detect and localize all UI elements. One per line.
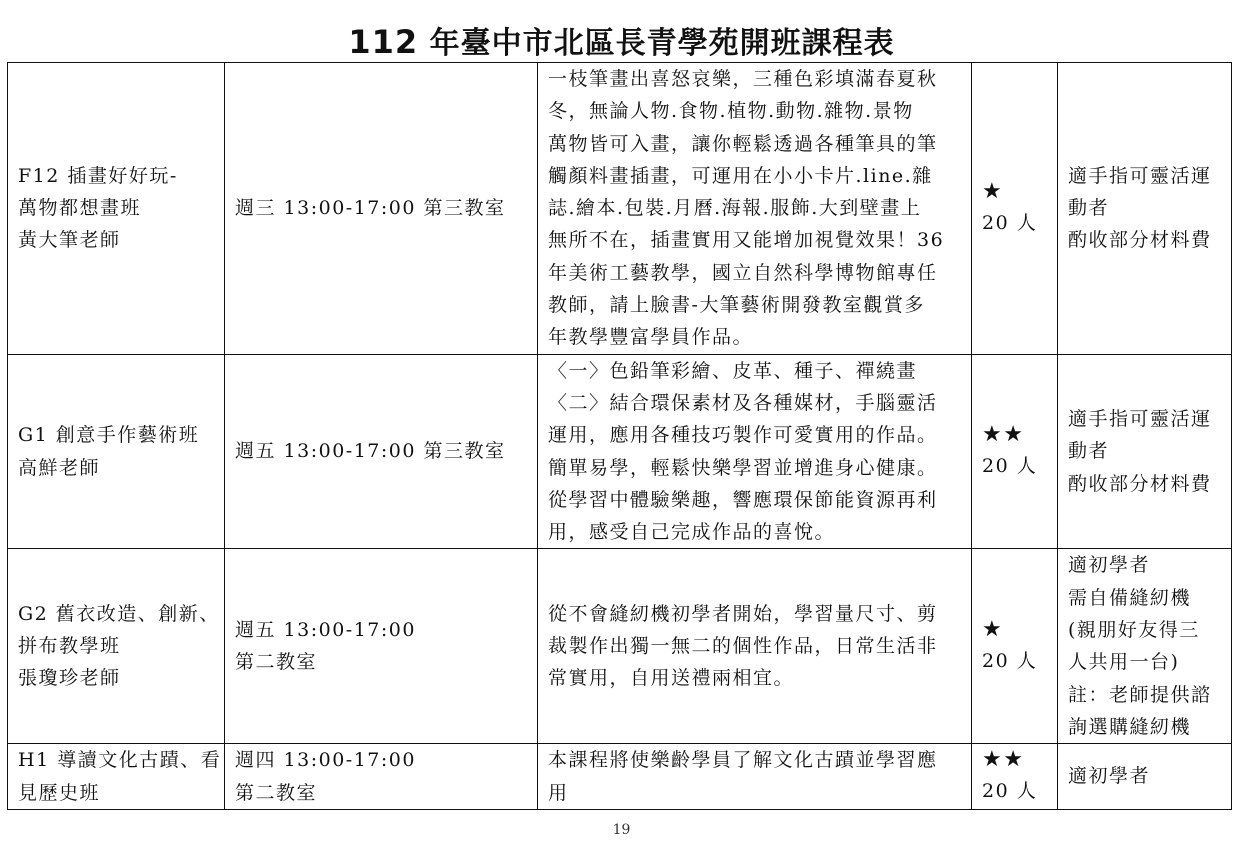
notes-cell (1058, 354, 1232, 549)
note-line: 註：老師提供諮 (1068, 683, 1212, 706)
page-title (0, 18, 1243, 62)
capacity-label: 20 人 (982, 212, 1038, 235)
description-line: 冬，無論人物.食物.植物.動物.雜物.景物 (548, 100, 914, 123)
table-row (8, 549, 1232, 744)
schedule-line: 週四 13:00-17:00 (235, 749, 416, 772)
course-schedule-table (7, 62, 1232, 810)
notes-cell (1058, 63, 1232, 355)
description-line: 用 (548, 781, 569, 804)
difficulty-stars: ★ (982, 617, 1004, 643)
course-name-line: G1 創意手作藝術班 (18, 424, 200, 447)
page-number: 19 (612, 822, 631, 838)
difficulty-stars: ★★ (982, 422, 1025, 448)
level-capacity-cell (972, 354, 1058, 549)
schedule-cell (225, 549, 538, 744)
table-row (8, 63, 1232, 355)
note-line: 動者 (1068, 440, 1110, 463)
schedule-cell (225, 63, 538, 355)
course-name-line: G2 舊衣改造、創新、 (18, 602, 220, 625)
note-line: 詢選購縫紉機 (1068, 715, 1192, 738)
description-line: 常實用，自用送禮兩相宜。 (548, 667, 795, 690)
schedule-line: 第二教室 (235, 781, 318, 804)
description-line: 運用，應用各種技巧製作可愛實用的作品。 (548, 424, 938, 447)
course-name-line: F12 插畫好好玩- (18, 164, 178, 187)
description-line: 誌.繪本.包裝.月曆.海報.服飾.大到壁畫上 (548, 197, 922, 220)
table-row (8, 354, 1232, 549)
description-line: 年教學豐富學員作品。 (548, 326, 754, 349)
level-capacity-cell (972, 63, 1058, 355)
difficulty-stars: ★ (982, 179, 1004, 205)
description-line: 從學習中體驗樂趣，響應環保節能資源再利 (548, 488, 938, 511)
description-line: 從不會縫紉機初學者開始，學習量尺寸、剪 (548, 602, 938, 625)
schedule-line: 週五 13:00-17:00 (235, 619, 416, 642)
note-line: 適初學者 (1068, 554, 1151, 577)
course-name-line: 拼布教學班 (18, 635, 121, 658)
description-cell (538, 549, 972, 744)
description-cell (538, 744, 972, 810)
course-name-line: 高鮮老師 (18, 456, 101, 479)
schedule-line: 週三 13:00-17:00 第三教室 (235, 197, 506, 220)
description-line: 簡單易學，輕鬆快樂學習並增進身心健康。 (548, 456, 938, 479)
capacity-label: 20 人 (982, 650, 1038, 673)
note-line: 人共用一台) (1068, 651, 1180, 674)
course-name-line: 黃大筆老師 (18, 229, 121, 252)
note-line: 動者 (1068, 197, 1110, 220)
course-name-line: 萬物都想畫班 (18, 197, 142, 220)
description-line: 用，感受自己完成作品的喜悅。 (548, 521, 836, 544)
course-name-line: 張瓊珍老師 (18, 667, 121, 690)
level-capacity-cell (972, 549, 1058, 744)
course-name-cell (8, 744, 225, 810)
course-name-line: 見歷史班 (18, 781, 101, 804)
description-line: 無所不在，插畫實用又能增加視覺效果！36 (548, 229, 945, 252)
description-line: 〈二〉結合環保素材及各種媒材，手腦靈活 (548, 391, 938, 414)
note-line: 適手指可靈活運 (1068, 408, 1212, 431)
course-name-cell (8, 354, 225, 549)
table-row (8, 744, 1232, 810)
notes-cell (1058, 744, 1232, 810)
description-line: 觸顏料畫插畫，可運用在小小卡片.line.雜 (548, 164, 933, 187)
note-line: 適手指可靈活運 (1068, 164, 1212, 187)
description-line: 裁製作出獨一無二的個性作品，日常生活非 (548, 635, 938, 658)
description-cell (538, 354, 972, 549)
schedule-cell (225, 744, 538, 810)
course-name-line: H1 導讀文化古蹟、看 (18, 749, 222, 772)
course-name-cell (8, 549, 225, 744)
capacity-label: 20 人 (982, 780, 1038, 803)
description-line: 〈一〉色鉛筆彩繪、皮革、種子、禪繞畫 (548, 359, 918, 382)
note-line: 酌收部分材料費 (1068, 472, 1212, 495)
note-line: 酌收部分材料費 (1068, 229, 1212, 252)
description-line: 一枝筆畫出喜怒哀樂，三種色彩填滿春夏秋 (548, 68, 938, 90)
level-capacity-cell (972, 744, 1058, 810)
schedule-line: 週五 13:00-17:00 第三教室 (235, 440, 506, 463)
course-name-cell (8, 63, 225, 355)
page-title-text: 年臺中市北區長青學苑開班課程表 (429, 26, 895, 61)
schedule-cell (225, 354, 538, 549)
description-line: 本課程將使樂齡學員了解文化古蹟並學習應 (548, 749, 938, 772)
page-title-year: 112 (348, 23, 419, 61)
notes-cell (1058, 549, 1232, 744)
note-line: 需自備縫紉機 (1068, 586, 1192, 609)
description-cell (538, 63, 972, 355)
note-line: 適初學者 (1068, 765, 1151, 788)
schedule-line: 第二教室 (235, 651, 318, 674)
description-line: 萬物皆可入畫，讓你輕鬆透過各種筆具的筆 (548, 132, 938, 155)
description-line: 教師，請上臉書-大筆藝術開發教室觀賞多 (548, 294, 925, 317)
difficulty-stars: ★★ (982, 747, 1025, 773)
description-line: 年美術工藝教學，國立自然科學博物館專任 (548, 261, 938, 284)
note-line: (親朋好友得三 (1068, 619, 1200, 642)
capacity-label: 20 人 (982, 455, 1038, 478)
